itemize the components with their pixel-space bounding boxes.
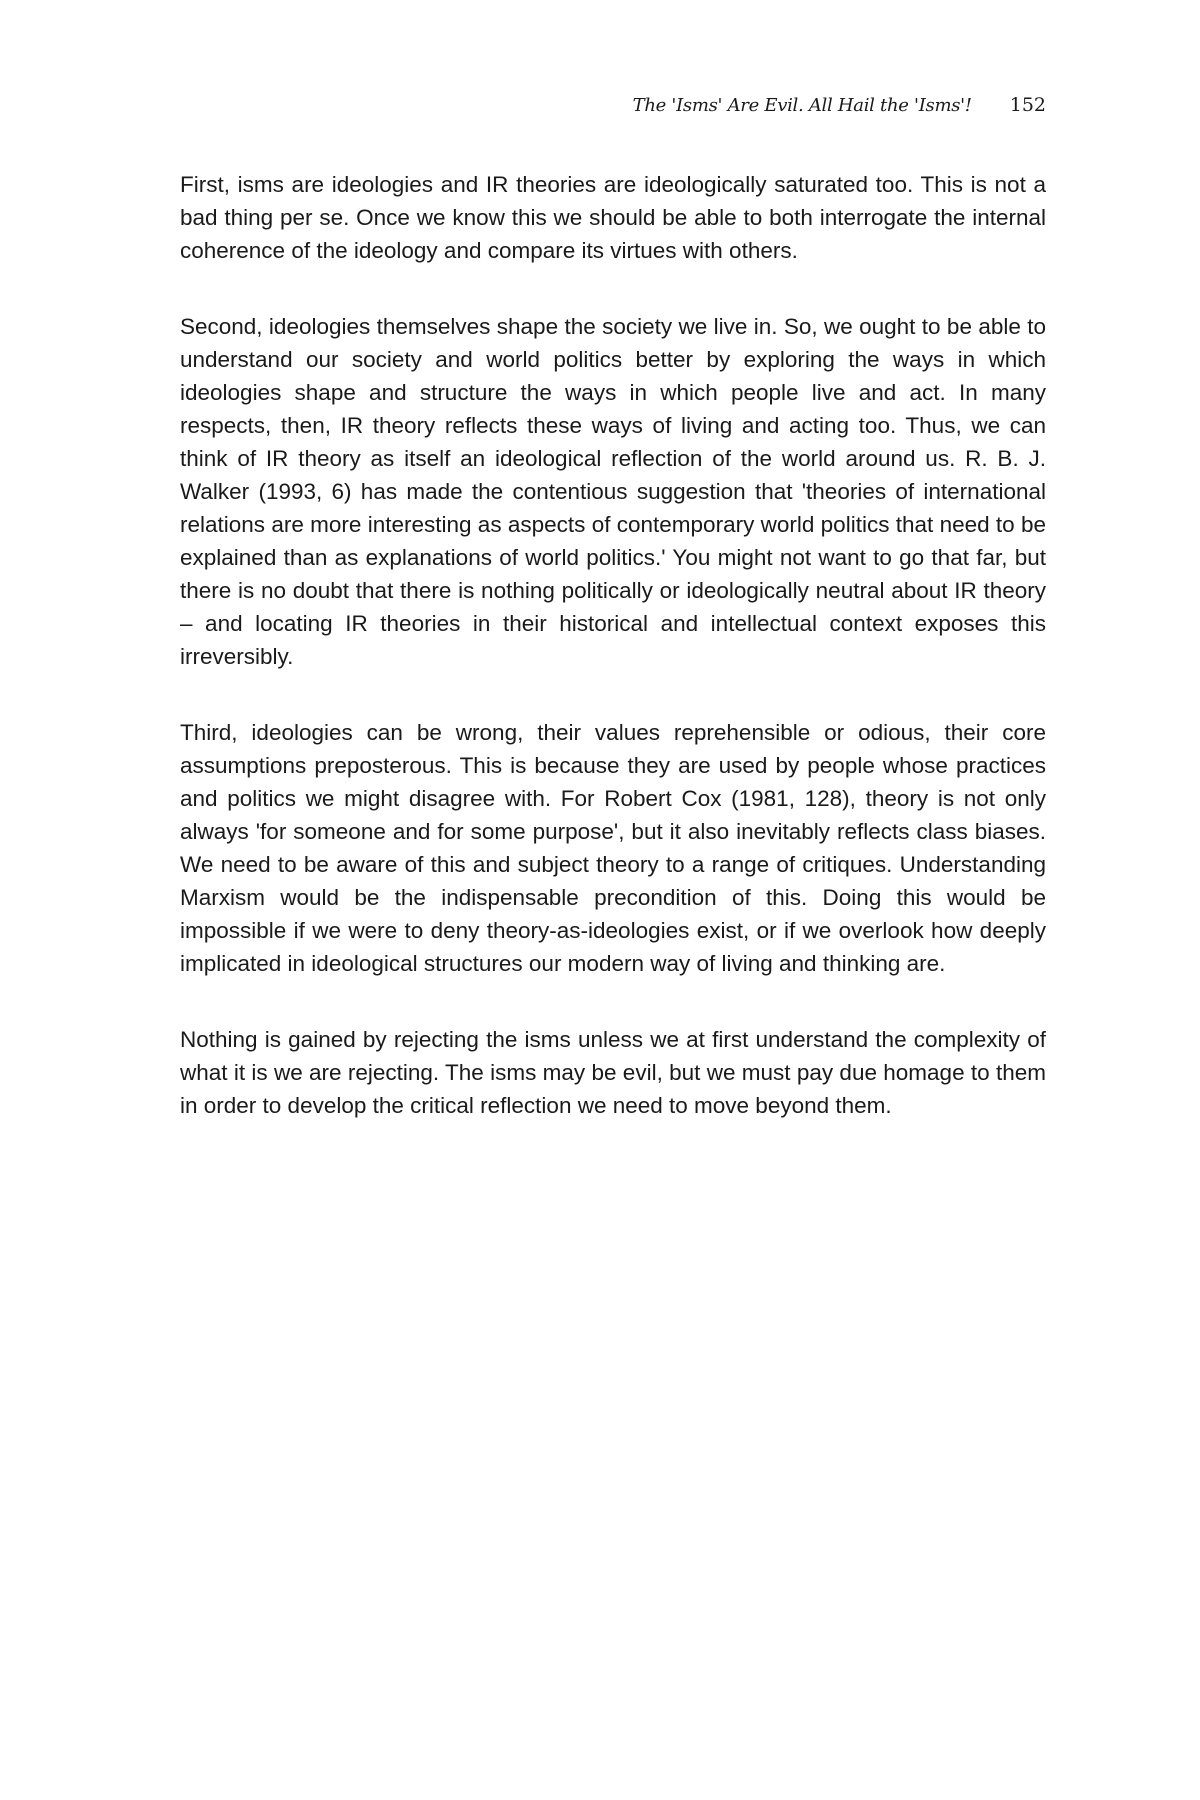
page-number: 152 bbox=[1009, 94, 1046, 116]
paragraph-ideologies-shape-society: Second, ideologies themselves shape the society we live in. So, we ought to be able to understand our society and world politics better by exploring the ways in which ideologies shape and structure the ways in which people live and act. In many respects, then, IR theory reflects these ways of living and acting too. Thus, we can think of IR theory as itself an ideological reflection of the world around us. R. B. J. Walker (1993, 6) has made the contentious suggestion that 'theories of international relations are more interesting as aspects of contemporary world politics that need to be explained than as explanations of world politics.' You might not want to go that far, but there is no doubt that there is nothing politically or ideologically neutral about IR theory – and locating IR theories in their historical and intellectual context exposes this irreversibly. bbox=[180, 314, 1046, 669]
paragraph-ideologies-saturated: First, isms are ideologies and IR theories are ideologically saturated too. This is not a bad thing per se. Once we know this we should be able to both interrogate the internal coherence of the ideology and compare its virtues with others. bbox=[180, 172, 1046, 263]
paragraph-conclusion: Nothing is gained by rejecting the isms unless we at first understand the complexity of what it is we are rejecting. The isms may be evil, but we must pay due homage to them in order to develop the critical reflection we need to move beyond them. bbox=[180, 1027, 1046, 1118]
paragraph-ideologies-can-be-wrong: Third, ideologies can be wrong, their values reprehensible or odious, their core assumptions preposterous. This is because they are used by people whose practices and politics we might disagree with. For Robert Cox (1981, 128), theory is not only always 'for someone and for some purpose', but it also inevitably reflects class biases. We need to be aware of this and subject theory to a range of critiques. Understanding Marxism would be the indispensable precondition of this. Doing this would be impossible if we were to deny theory-as-ideologies exist, or if we overlook how deeply implicated in ideological structures our modern way of living and thinking are. bbox=[180, 720, 1046, 976]
running-header bbox=[180, 94, 1046, 128]
running-title: The 'Isms' Are Evil. All Hail the 'Isms'! bbox=[632, 95, 972, 116]
body-text bbox=[180, 168, 1046, 1122]
